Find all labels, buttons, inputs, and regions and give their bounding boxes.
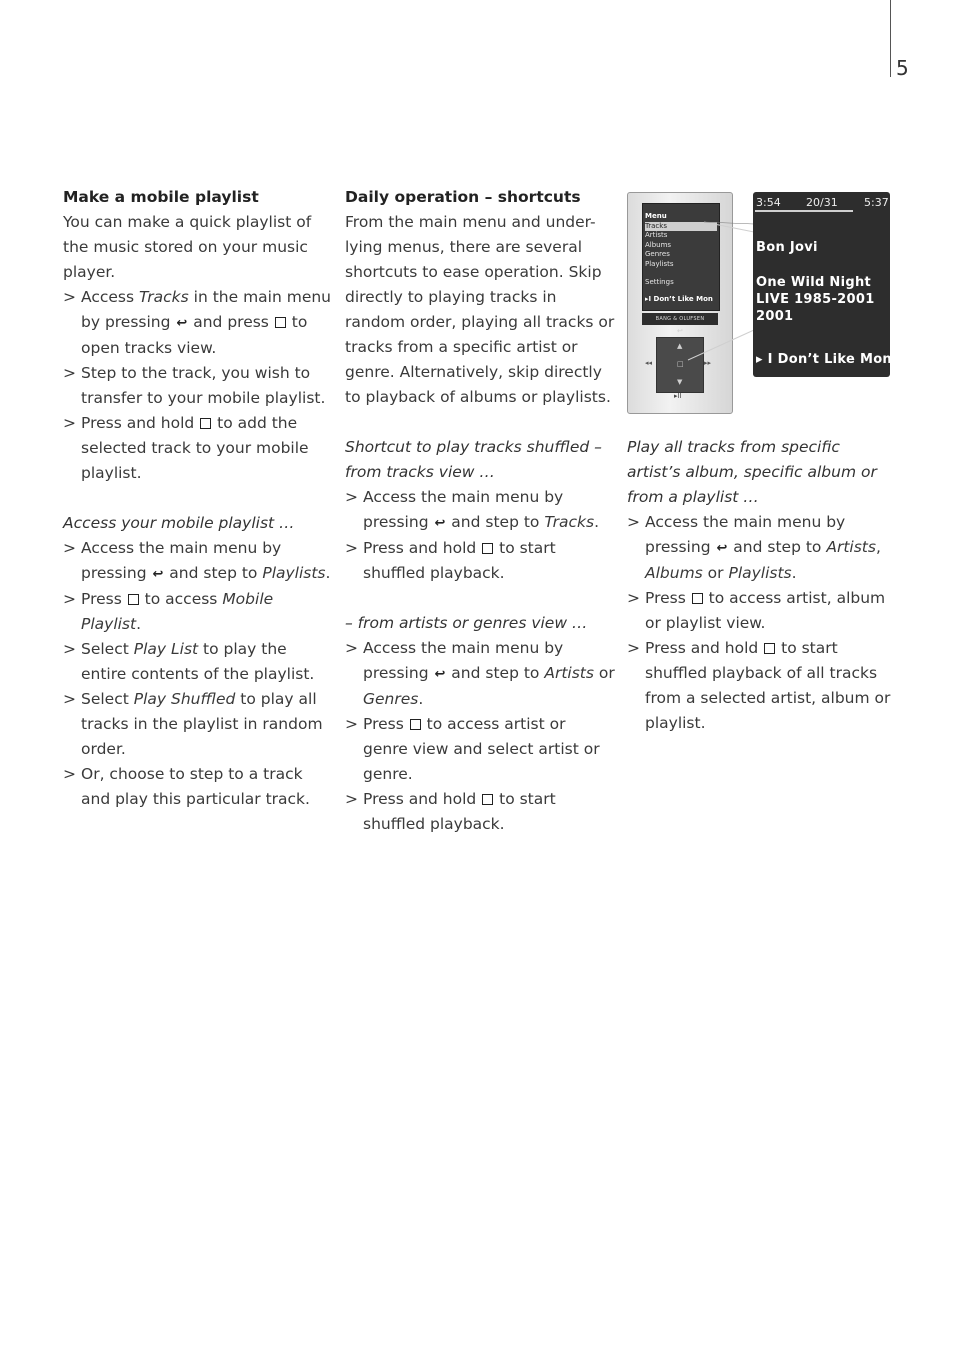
square-button-icon: □ <box>677 360 684 368</box>
back-arrow-icon: ↩ <box>152 567 164 582</box>
step-item: > Press to access artist, album or playlist view. <box>627 589 886 632</box>
back-arrow-icon: ↩ <box>434 516 446 531</box>
step-item: > Press to access artist or genre view and select artist or genre. <box>345 715 600 783</box>
up-arrow-icon: ▲ <box>677 342 683 350</box>
step-item: > Select Play Shuffled to play all tracks in the playlist in random order. <box>63 690 323 758</box>
now-playing-screen <box>753 192 890 377</box>
step-item: > Access the main menu by pressing ↩ and step to Playlists. <box>63 536 333 587</box>
square-button-icon <box>764 643 775 654</box>
back-arrow-icon: ↩ <box>434 667 446 682</box>
play-pause-icon: ▸II <box>674 392 682 400</box>
rewind-icon: ◂◂ <box>645 359 653 367</box>
square-button-icon <box>482 543 493 554</box>
down-arrow-icon: ▼ <box>677 378 683 386</box>
track-title: One Wild Night <box>756 275 872 290</box>
album-name: LIVE 1985-2001 <box>756 292 875 307</box>
forward-icon: ▸▸ <box>704 359 712 367</box>
track-count: 20/31 <box>806 196 838 209</box>
step-item: > Step to the track, you wish to transfer to your mobile playlist. <box>63 364 326 407</box>
step-item: > Press to access Mobile Playlist. <box>63 590 274 633</box>
column-play-all-tracks <box>627 435 897 736</box>
step-item: > Access the main menu by pressing ↩ and step to Artists, Albums or Playlists. <box>627 513 881 582</box>
artist-name: Bon Jovi <box>756 240 818 255</box>
play-indicator-icon: ▸ <box>645 295 649 304</box>
intro-text: From the main menu and under-lying menus, there are several shortcuts to ease operation. Skip directly to playing tracks in random order, playing all tracks or tracks from a specific artist or genre. Alternatively, skip directly to playback of albums or playlists. <box>345 213 615 406</box>
back-arrow-icon: ↩ <box>677 327 683 335</box>
step-item: > Access the main menu by pressing ↩ and step to Tracks. <box>345 485 615 536</box>
menu-item: Genres <box>645 250 670 259</box>
square-button-icon <box>482 794 493 805</box>
step-item: > Select Play List to play the entire contents of the playlist. <box>63 640 315 683</box>
album-year: 2001 <box>756 309 794 324</box>
menu-item: Settings <box>645 277 674 286</box>
step-item: > Access Tracks in the main menu by pressing ↩ and press to open tracks view. <box>63 285 333 361</box>
elapsed-time: 3:54 <box>756 196 781 209</box>
menu-item: Albums <box>645 240 672 249</box>
progress-bar <box>755 210 853 212</box>
step-marker: > <box>63 288 76 306</box>
step-item: > Access the main menu by pressing ↩ and step to Artists or Genres. <box>345 639 615 708</box>
intro-text: You can make a quick playlist of the music stored on your music player. <box>63 213 312 281</box>
step-item: > Or, choose to step to a track and play this particular track. <box>63 765 310 808</box>
square-button-icon <box>128 594 139 605</box>
step-item: > Press and hold to start shuffled playback. <box>345 539 556 582</box>
sub-heading: Play all tracks from specific artist’s album, specific album or from a playlist … <box>627 438 877 506</box>
menu-item: Playlists <box>645 259 674 268</box>
step-item: > Press and hold to start shuffled playback. <box>345 790 556 833</box>
brand-label: BANG & OLUFSEN <box>642 313 718 325</box>
step-item: > Press and hold to start shuffled playback of all tracks from a selected artist, album or playlist. <box>627 639 891 732</box>
page-number: 5 <box>896 56 909 80</box>
menu-item: Artists <box>645 231 668 240</box>
step-item: > Press and hold to add the selected track to your mobile playlist. <box>63 414 309 482</box>
square-button-icon <box>692 593 703 604</box>
player-menu: Menu Tracks Artists Albums Genres Playlists Settings ▸I Don’t Like Mon <box>645 212 717 305</box>
menu-item: Tracks <box>645 222 717 232</box>
back-arrow-icon: ↩ <box>716 541 728 556</box>
duration: 5:37 <box>864 196 889 209</box>
sub-heading: – from artists or genres view … <box>345 614 588 632</box>
sub-heading: Access your mobile playlist … <box>63 514 295 532</box>
section-heading: Daily operation – shortcuts <box>345 188 581 206</box>
play-indicator-icon: ▸ <box>756 352 768 367</box>
square-button-icon <box>410 719 421 730</box>
sub-heading: Shortcut to play tracks shuffled – from tracks view … <box>345 438 602 481</box>
playing-track: I Don’t Like Mon <box>767 352 892 367</box>
back-arrow-icon: ↩ <box>176 316 188 331</box>
section-heading: Make a mobile playlist <box>63 188 259 206</box>
